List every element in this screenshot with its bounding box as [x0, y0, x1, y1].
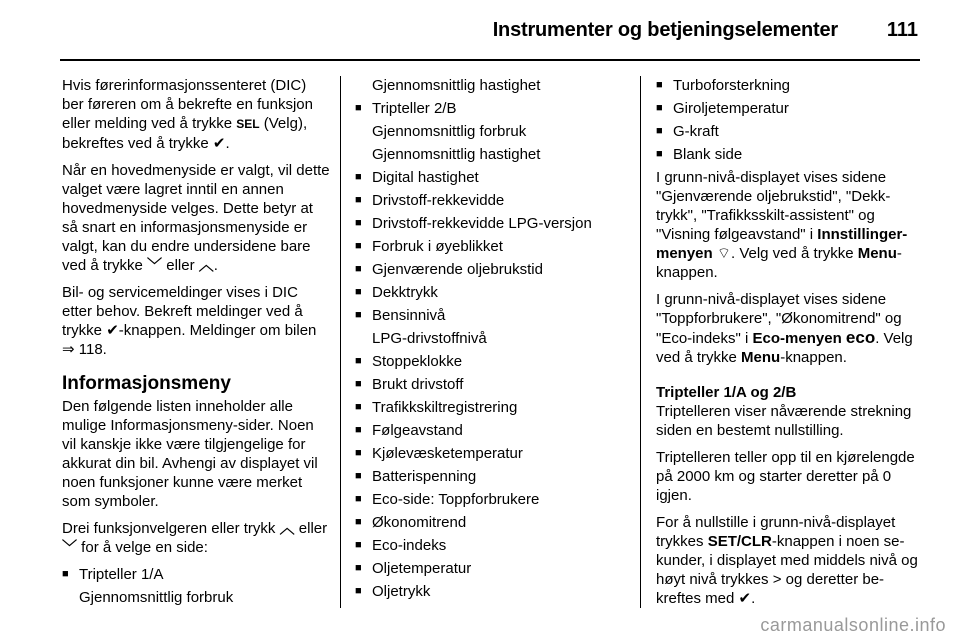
list-item: ■ Trafikkskiltregistrering: [355, 398, 631, 417]
list-item: ■ Forbruk i øyeblikket: [355, 237, 631, 256]
list-item: ■ G-kraft: [656, 122, 924, 141]
watermark: carmanualsonline.info: [760, 615, 946, 635]
paragraph-messages: Bil- og servicemeldinger vises i DIC etter behov. Bekreft meldinger ved å trykke ✔-knappen. Meldinger om bilen ⇒ 118.: [62, 284, 317, 358]
list-item: ■ Økonomitrend: [355, 513, 631, 532]
page-title: Instrumenter og betjeningselementer: [492, 19, 838, 41]
paragraph-settings-menu: I grunn-nivå-displayet vises sidene "Gjenværende oljebrukstid", "Dekktrykk", "Trafikksskilt-assistent" og "Visning følgeavstand" i Innstillinger-menyen ⌔. Velg ved å trykke Menu-knappen.: [656, 169, 908, 281]
list-sub-item: LPG-drivstoffnivå: [372, 330, 487, 347]
paragraph-trip-reset: For å nullstille i grunn-nivå-displayet trykkes SET/CLR-knappen i noen sekunder, i displayet med middels nivå og høyt nivå trykkes > og deretter bekreftes med ✔.: [656, 514, 918, 607]
menu-button-label: Menu: [741, 349, 781, 366]
eco-icon: eco: [845, 328, 876, 347]
page-number: 111: [886, 19, 918, 41]
settings-menu-icon: ⌔: [716, 245, 731, 262]
list-item: ■ Batterispenning: [355, 467, 631, 486]
check-icon: ✔: [212, 135, 226, 152]
list-sub-item: Gjennomsnittlig hastighet: [372, 146, 541, 163]
list-item: ■ Digital hastighet: [355, 168, 631, 187]
paragraph-select-page: Drei funksjonvelgeren eller trykk ︿ eller ﹀ for å velge en side:: [62, 520, 328, 556]
list-item: ■ Drivstoff-rekkevidde LPG-versjon: [355, 214, 631, 233]
info-menu-list: [355, 99, 631, 601]
list-item: ■ Følgeavstand: [355, 421, 631, 440]
column-3: [656, 76, 924, 616]
set-clr-button-label: SET/CLR: [707, 533, 772, 550]
chevron-right-icon: >: [772, 571, 782, 588]
subheading-trip-odometer: Tripteller 1/A og 2/B: [656, 384, 797, 401]
paragraph-trip-limit: Triptelleren teller opp til en kjørelengde på 2000 km og starter deretter på 0 igjen.: [656, 449, 915, 504]
check-icon: ✔: [738, 590, 752, 607]
page-header: [0, 0, 960, 60]
list-item: ■ Oljetemperatur: [355, 559, 631, 578]
page-reference-arrow-icon: ⇒: [62, 341, 75, 358]
list-sub-item: Gjennomsnittlig forbruk: [372, 123, 527, 140]
list-item: ■ Tripteller 2/B: [355, 99, 631, 118]
list-item: ■ Kjølevæsketemperatur: [355, 444, 631, 463]
header-divider: [60, 59, 920, 61]
paragraph-info-menu: Den følgende listen inneholder alle mulige Informasjonsmeny-sider. Noen vil kanskje ikke være tilgjengelige for akkurat din bil. Avhengi av displayet vil noen funksjoner kunne være merket som symboler.: [62, 398, 318, 510]
paragraph-main-menu: Når en hovedmenyside er valgt, vil dette valget være lagret inntil en annen hovedmenyside velges. Dette betyr at så snart en informasjonsmenyside er valgt, kan du endre undersidene bare ved å trykke ﹀ eller ︿.: [62, 162, 330, 274]
list-item: ■ Dekktrykk: [355, 283, 631, 302]
list-item: ■ Eco-indeks: [355, 536, 631, 555]
list-sub-item: Gjennomsnittlig forbruk: [79, 589, 234, 606]
menu-button-label: Menu: [857, 245, 897, 262]
chevron-up-icon: ︿: [279, 520, 295, 537]
paragraph-eco-menu: I grunn-nivå-displayet vises sidene "Toppforbrukere", "Økonomitrend" og "Eco-indeks" i Eco-menyen eco. Velg ved å trykke Menu-knappen.: [656, 291, 913, 366]
list-item: ■ Tripteller 1/A: [62, 565, 332, 584]
chevron-down-icon: ﹀: [147, 257, 163, 274]
sel-key-label: SEL: [236, 117, 260, 131]
list-item: ■ Turboforsterkning: [656, 76, 924, 95]
paragraph-trip-description: Triptelleren viser nåværende strekning siden en bestemt nullstilling.: [656, 403, 912, 439]
column-divider-2: [640, 76, 641, 608]
chevron-down-icon: ﹀: [62, 539, 78, 556]
column-2: [355, 76, 631, 605]
list-item: ■ Brukt drivstoff: [355, 375, 631, 394]
paragraph-confirm: Hvis førerinformasjonssenteret (DIC) ber føreren om å bekrefte en funksjon eller melding ved å trykke SEL (Velg), bekreftes ved å trykke ✔.: [62, 77, 313, 152]
column-1: [62, 76, 332, 611]
list-item: ■ Gjenværende oljebrukstid: [355, 260, 631, 279]
list-item: ■ Giroljetemperatur: [656, 99, 924, 118]
check-icon: ✔: [106, 322, 119, 339]
chevron-up-icon: ︿: [198, 257, 214, 274]
list-item: ■ Oljetrykk: [355, 582, 631, 601]
info-menu-list-continued: [656, 76, 924, 164]
list-item: ■ Drivstoff-rekkevidde: [355, 191, 631, 210]
list-item: ■ Bensinnivå: [355, 306, 631, 325]
section-heading-info-menu: Informasjonsmeny: [62, 373, 231, 394]
list-item: ■ Blank side: [656, 145, 924, 164]
column-divider-1: [340, 76, 341, 608]
list-item: ■ Eco-side: Toppforbrukere: [355, 490, 631, 509]
list-item: ■ Stoppeklokke: [355, 352, 631, 371]
list-sub-item: Gjennomsnittlig hastighet: [372, 77, 541, 94]
